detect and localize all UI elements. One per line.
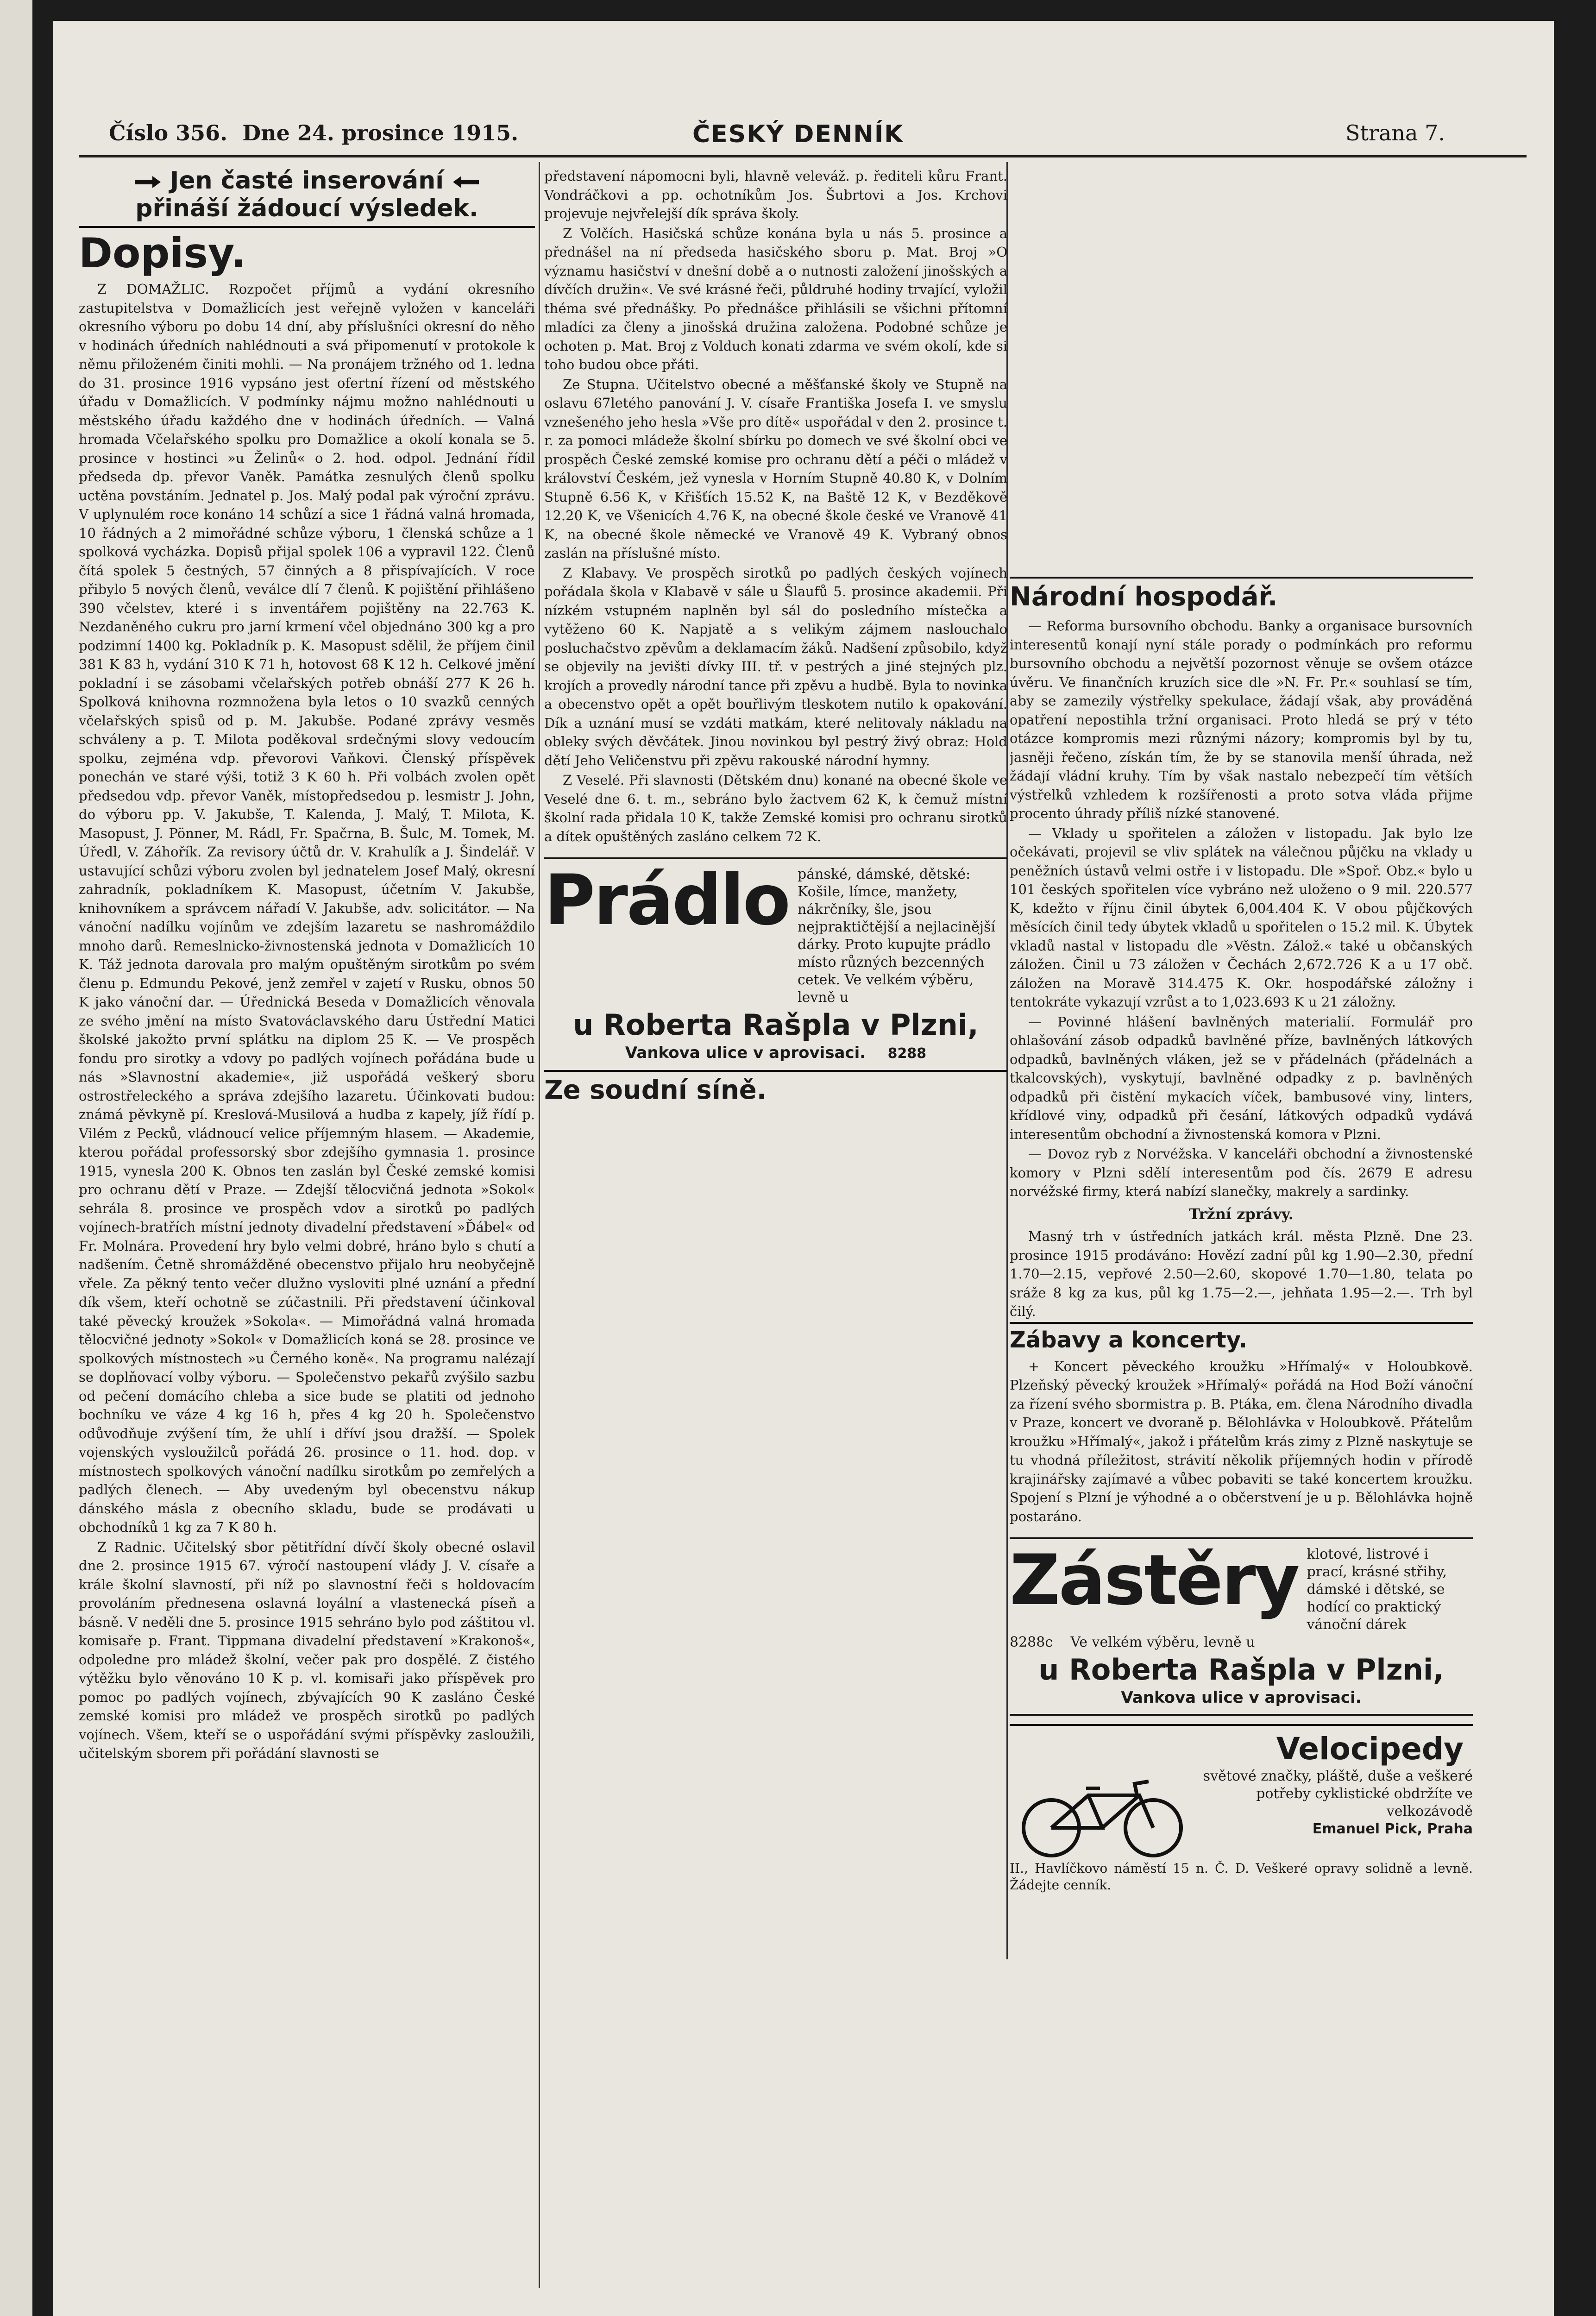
- ad-line-1: Jen časté inserování: [170, 167, 444, 195]
- page-number: Strana 7.: [1345, 120, 1445, 145]
- velocipedy-text: [1195, 1768, 1473, 1860]
- zastery-ad-code: 8288c: [1010, 1634, 1053, 1650]
- header-rule: [79, 155, 1527, 157]
- pointing-hand-left-icon: [452, 175, 480, 189]
- zastery-desc2: Ve velkém výběru, levně u: [1070, 1634, 1255, 1650]
- pradlo-description: pánské, dámské, dětské: Košile, límce, manžety, nákrčníky, šle, jsou nejpraktičtější a nejlacinější dárky. Proto kupujte prádlo místo různých bezcenných cetek. Ve velkém výběru, levně u: [797, 866, 996, 1006]
- section-title-hospodar: Národní hospodář.: [1010, 577, 1473, 616]
- velocipedy-title: Velocipedy: [1276, 1731, 1464, 1767]
- article-ryby: — Dovoz ryb z Norvéžska. V kanceláři obchodní a živnostenské komory v Plzni sdělí interesentům pod čís. 2679 E adresu norvéžské firmy, která nabízí slanečky, makrely a sardinky.: [1010, 1146, 1473, 1199]
- article-domazlice: Z DOMAŽLIC. Rozpočet příjmů a vydání okresního zastupitelstva v Domažlicích jest veřejně vyložen v kanceláři okresního výboru po dobu 14 dní, aby příslušníci okresní do něho v hodinách úředních nahlédnouti a svá připomenutí v protokole k němu přiloženém činiti mohli. — Na pronájem tržného od 1. ledna do 31. prosince 1916 vypsáno jest ofertní řízení od městského úřadu v Domažlicích. V podmínky nájmu možno nahlédnouti u městského úřadu každého dne v hodinách úředních. — Valná hromada Včelařského spolku pro Domažlice a okolí konala se 5. prosince v hostinci »u Želinů« o 2. hod. odpol. Jednání řídil předseda dp. převor Vaněk. Památka zesnulých členů spolku uctěna povstáním. Jednatel p. Jos. Malý podal pak výroční zprávu. V uplynulém roce konáno 14 schůzí a sice 1 řádná valná hromada, 10 řádných a 2 mimořádné schůze výboru, 1 členská schůze a 1 spolková vycházka. Dopisů přijal spolek 106 a vypravil 122. Členů čítá spolek 5 čestných, 57 činných a 8 přispívajících. V roce přibylo 5 nových členů, veválce dlí 7 členů. K pojištění přihlášeno 390 včelstev, které i s inventářem pojištěny na 22.763 K. Nezdaněného cukru pro jarní krmení včel objednáno 300 kg a pro podzimní 1400 kg. Pokladník p. K. Masopust sdělil, že příjem činil 381 K 83 h, vydání 310 K 71 h, hotovost 68 K 12 h. Celkové jmění pokladní i se zásobami včelařských potřeb obnáší 277 K 26 h. Spolková knihovna rozmnožena byla letos o 10 svazků cenných včelařských spisů od p. M. Jakubše. Podané zprávy vesměs schváleny a p. T. Milota poděkoval srdečnými slovy vedoucím spolku, zejména vdp. převorovi Vaňkovi. Členský příspěvek ponechán ve staré výši, totiž 3 K 60 h. Při volbách zvolen opět předsedou vdp. převor Vaněk, místopředsedou p. lesmistr J. John, do výboru pp. V. Jakubše, T. Kalenda, J. Malý, T. Milota, K. Masopust, J. Pönner, M. Rádl, Fr. Spačrna, B. Šulc, M. Tomek, M. Úředl, V. Záhořík. Za revisory účtů dr. V. Krahulík a J. Šindelář. V ustavující schůzi výboru zvolen byl jednatelem Josef Malý, okresní zahradník, pokladníkem K. Masopust, účetním V. Jakubše, knihovníkem a správcem nářadí V. Jakubše, adv. solicitátor. — Na vánoční nadílku vojínům ve zdejším lazaretu se nashromáždilo mnoho darů. Remeslnicko-živnostenská jednota v Domažlicích 10 K. Táž jednota darovala pro malým opuštěným sirotkům po svém členu p. Edmundu Pekové, jenž zemřel v zajetí v Rusku, obnos 50 K jako vánoční dar. — Úřednická Beseda v Domažlicích věnovala ze svého jmění na místo Svatováclavského daru Ústřední Matici školské jakožto první splátku na diplom 25 K. — Ve prospěch fondu pro sirotky a vdovy po padlých vojínech pořádána bude u nás »Slavnostní akademie«, již uspořádá veškerý sboru ostrostřeleckého a správa zdejšího lazaretu. Účinkovati budou: známá pěvkyně pí. Kreslová-Musilová a hudba z kapely, jíž řídí p. Vilém z Pecků, vládnoucí velice příjemným hlasem. — Akademie, kterou pořádal professorský sbor zdejšího gymnasia 1. prosince 1915, vynesla 200 K. Obnos ten zaslán byl České zemské komisi pro ochranu dětí v Praze. — Zdejší tělocvičná jednota »Sokol« sehrála 8. prosince ve prospěch vdov a sirotků po padlých vojínech-bratřích místní jednoty divadelní představení »Ďábel« od Fr. Molnára. Provedení hry bylo velmi dobré, hráno bylo s chutí a nadšením. Četně shromážděné obecenstvo přijalo hru neobyčejně vřele. Za pěkný tento večer dlužno vysloviti plné uznání a přední dík všem, kteří ochotně se zúčastnili. Při představení účinkoval také pěvecký kroužek »Sokola«. — Mimořádná valná hromada tělocvičné jednoty »Sokol« v Domažlicích koná se 28. prosince ve spolkových místnostech »u Černého koně«. Na programu nalézají se doplňovací volby výboru. — Společenstvo pekařů zvýšilo sazbu od pečení domácího chleba a sice bude se platiti od jednoho bochníku ve váze 4 kg 16 h, přes 4 kg 20 h. Společenstvo odůvodňuje zvýšení tím, že uhlí i dříví jsou dražší. — Spolek vojenských vysloužilců pořádá 26. prosince o 11. hod. dop. v místnostech spolkových vánoční nadílku sirotkům po zemřelých a padlých členech. — Aby uvedeným byl obecenstvu nákup dánského másla z obecního skladu, bude se prodávati u obchodníků 1 kg za 7 K 80 h.: [79, 281, 535, 1535]
- section-title-soudni: Ze soudní síně.: [544, 1075, 767, 1105]
- pradlo-street: [544, 1044, 1007, 1064]
- article-stupno: Ze Stupna. Učitelstvo obecné a měšťanské školy ve Stupně na oslavu 67letého panování J. V. císaře Františka Josefa I. ve smyslu vznešeného jeho hesla »Vše pro dítě« uspořádal v den 2. prosince t. r. za pomoci mládeže školní sbírku po domech ve své školní obci ve prospěch České zemské komise pro ochranu dětí a péči o mládež v království Českém, jež vynesla v Horním Stupně 40.80 K, v Dolním Stupně 6.56 K, v Křišťích 15.52 K, na Baště 12 K, v Bezděkově 12.20 K, ve Všenicích 4.76 K, na obecné škole české ve Vranově 41 K, na obecné škole německé ve Vranově 49 K. Vybraný obnos zaslán na příslušné místo.: [544, 376, 1007, 561]
- newspaper-title: ČESKÝ DENNÍK: [692, 120, 904, 148]
- velocipedy-firm: Emanuel Pick, Praha: [1312, 1820, 1473, 1837]
- left-page-strip: [0, 0, 32, 2316]
- market-report: Masný trh v ústředních jatkách král. města Plzně. Dne 23. prosince 1915 prodáváno: Hovězí zadní půl kg 1.90—2.30, přední 1.70—2.15, vepřové 2.50—2.60, skopové 1.70—1.80, telata po sráže 8 kg za kus, půl kg 1.75—2.—, jehňata 1.95—2.—. Trh byl čilý.: [1010, 1228, 1473, 1319]
- velocipedy-footer: II., Havlíčkovo náměstí 15 n. Č. D. Veškeré opravy solidně a levně. Žádejte cenník.: [1010, 1860, 1473, 1893]
- bicycle-icon: [1010, 1768, 1195, 1860]
- pradlo-street-text: Vankova ulice v aprovisaci.: [625, 1044, 866, 1062]
- article-bursa: — Reforma bursovního obchodu. Banky a organisace bursovních interesentů konají nyní stále porady o podmínkách pro reformu bursovního obchodu a největší pozornost věnuje se ovšem otázce úvěru. Ve finančních kruzích sice dle »N. Fr. Pr.« souhlasí se tím, aby se zamezily výstřelky spekulace, žádají však, aby prováděná opatření nepostihla tržní organisaci. Proto hledá se prý v této otázce kompromis mezi různými názory; kompromis byl by tu, jasněji řečeno, získán tím, že by se stanovila menší úhrada, než žádají vládní kruhy. Tím by však nastalo nebezpečí tím větších výstřelků vzhledem k rozšířenosti a proto sotva vláda přijme procento úhrady příliš nízké stanovené.: [1010, 618, 1473, 821]
- zastery-advertisement: [1010, 1537, 1473, 1716]
- zastery-street: Vankova ulice v aprovisaci.: [1121, 1688, 1362, 1707]
- issue-date: Dne 24. prosince 1915.: [242, 120, 519, 145]
- article-continuation: představení nápomocni byli, hlavně veleváž. p. řediteli kůru Frant. Vondráčkovi a pp. ochotníkům Jos. Šubrtovi a Jos. Krchovi projevuje nejvřelejší dík správa školy.: [544, 168, 1007, 221]
- zastery-description: klotové, listrové i prací, krásné střihy, dámské i dětské, se hodící co praktický vánoční dárek: [1307, 1546, 1447, 1633]
- velocipedy-text1: světové značky, pláště, duše a veškeré potřeby cyklistické obdržíte ve velkozávodě: [1203, 1768, 1473, 1819]
- article-vesela: Z Veselé. Při slavnosti (Dětském dnu) konané na obecné škole ve Veselé dne 6. t. m., sebráno bylo žactvem 62 K, k čemuž místní školní rada přidala 10 K, takže Zemské komisi pro ochranu sirotků a dítek opuštěných zasláno celkem 72 K.: [544, 772, 1007, 844]
- article-bavlna: — Povinné hlášení bavlněných materialií. Formulář pro ohlašování zásob odpadků bavlněné příze, bavlněných látkových odpadků, bavlněných vláken, jež se v přádelnách (přádelnách a tkalcovských), vyskytují, bavlněné odpadky z p. bavlněných odpadků při čistění mykacích víček, bambusové viny, linters, křídlové viny, odpadků při česání, látkových odpadků vydává interesentům obchodní a živnostenská komora v Plzni.: [1010, 1013, 1473, 1142]
- column-1: [79, 167, 535, 2297]
- zastery-headline: Zástěry: [1010, 1540, 1299, 1621]
- column-divider-1: [539, 162, 540, 2288]
- market-title: Tržní zprávy.: [1189, 1205, 1294, 1223]
- section-title-dopisy: Dopisy.: [79, 229, 246, 277]
- article-radnice: Z Radnic. Učitelský sbor pětitřídní dívčí školy obecné oslavil dne 2. prosince 1915 67. výročí nastoupení vlády J. V. císaře a krále školní slavností, při níž po slavnostní řeči s holdovacím provoláním přednesena oslavná loyální a vlastenecká píseň a básně. V neděli dne 5. prosince 1915 sehráno bylo pod záštitou vl. komisaře p. Frant. Tippmana divadelní představení »Krakonoš«, odpoledne pro mládež školní, večer pak pro dospělé. Z čistého výtěžku bylo věnováno 10 K p. vl. komisaři jako příspěvek pro pomoc po padlých vojínech, zbývajících 90 K zasláno České zemské komisi pro mládež ve prospěch sirotků po padlých vojínech. Všem, kteří se o uspořádání svými příspěvky zasloužili, učitelským sborem při pořádání slavnosti se: [79, 1539, 535, 1761]
- page-header: [53, 102, 1543, 146]
- column-2: [544, 167, 1007, 1283]
- pointing-hand-icon: [134, 175, 162, 189]
- article-vklady: — Vklady u spořitelen a záložen v listopadu. Jak bylo lze očekávati, projevil se vliv splátek na válečnou půjčku na vklady u peněžních ústavů velmi ostře i v listopadu. Dle »Spoř. Obz.« bylo u 101 českých spořitelen více vybráno než uloženo o 9 mil. 220.577 K, kdežto v říjnu činil úbytek 6,004.404 K. V obou půjčkových měsících činil tedy úbytek vkladů u spořitelen o 15.2 mil. K. Úbytek vkladů nastal v listopadu dle »Věstn. Zálož.« také u občanských záložen. Činil u 73 záložen v Čechách 2,672.726 K a u 17 obč. záložen na Moravě 314.475 K. Okr. hospodářské záložny i tentokráte vykazují vzrůst a to 1,023.693 K u 21 záložny.: [1010, 825, 1473, 1010]
- pradlo-firm: u Roberta Rašpla v Plzni,: [573, 1008, 979, 1042]
- inserting-ad: [79, 167, 535, 228]
- velocipedy-advertisement: [1010, 1724, 1473, 1894]
- pradlo-headline: Prádlo: [544, 860, 789, 941]
- issue-and-date: [109, 120, 518, 145]
- pradlo-ad-code: 8288: [887, 1045, 927, 1062]
- zastery-firm: u Roberta Rašpla v Plzni,: [1038, 1653, 1444, 1687]
- article-klabava: Z Klabavy. Ve prospěch sirotků po padlých českých vojínech pořádala škola v Klabavě v sále u Šlaufů 5. prosince akademii. Při nízkém vstupném naplněn byl sál do posledního místečka a vytěženo 60 K. Napjatě a s velikým zájmem naslouchalo posluchačstvo zpěvům a deklamacím žáků. Nadšení způsobilo, když se objevily na jevišti dívky III. tř. v pestrých a jiné stejných plz. krojích a provedly národní tance při zpěvu a hudbě. Byla to novinka a obecenstvo opět a opět bouřlivým tleskotem nutilo k opakování. Dík a uznání musí se vzdáti matkám, které nelitovaly nákladu na obleky svých děvčátek. Jinou novinkou byl pestrý živý obraz: Hold dětí Jeho Veličenstvu při zpěvu rakouské národní hymny.: [544, 565, 1007, 768]
- pradlo-advertisement: [544, 857, 1007, 1072]
- article-koncert: + Koncert pěveckého kroužku »Hřímalý« v Holoubkově. Plzeňský pěvecký kroužek »Hřímalý« pořádá na Hod Boží vánoční za řízení svého sbormistra p. B. Ptáka, em. člena Národního divadla v Praze, koncert ve dvoraně p. Bělohlávka v Holoubkově. Přátelům kroužku »Hřímalý«, jakož i přátelům krás zimy z Plzně naskytuje se tu vhodná příležitost, strávití několik příjemných hodin v přírodě krajinářsky zajímavé a vůbec pobaviti se také koncertem kroužku. Spojení s Plzní je výhodné a o občerstvení je u p. Bělohlávka hojně postaráno.: [1010, 1358, 1473, 1524]
- column-3: [1010, 577, 1473, 2291]
- section-title-zabavy: Zábavy a koncerty.: [1010, 1322, 1473, 1356]
- zastery-line2: [1010, 1634, 1473, 1651]
- ad-line-2: přináší žádoucí výsledek.: [135, 195, 478, 222]
- article-volci: Z Volčích. Hasičská schůze konána byla u nás 5. prosince a přednášel na ní předseda hasičského sboru p. Mat. Broj »O významu hasičství v dnešní době a o nutnosti založení jinošských a dívčích družin«. Ve své krásné řeči, půldruhé hodiny trvající, vyložil théma své přednášky. Po přednášce přihlásili se všichni přítomní mladíci za členy a jinošská družina založena. Podobné schůze je ochoten p. Mat. Broj z Volduch konati zdarma ve svém okolí, kde si toho budou obce přáti.: [544, 225, 1007, 372]
- issue-number: Číslo 356.: [109, 120, 228, 145]
